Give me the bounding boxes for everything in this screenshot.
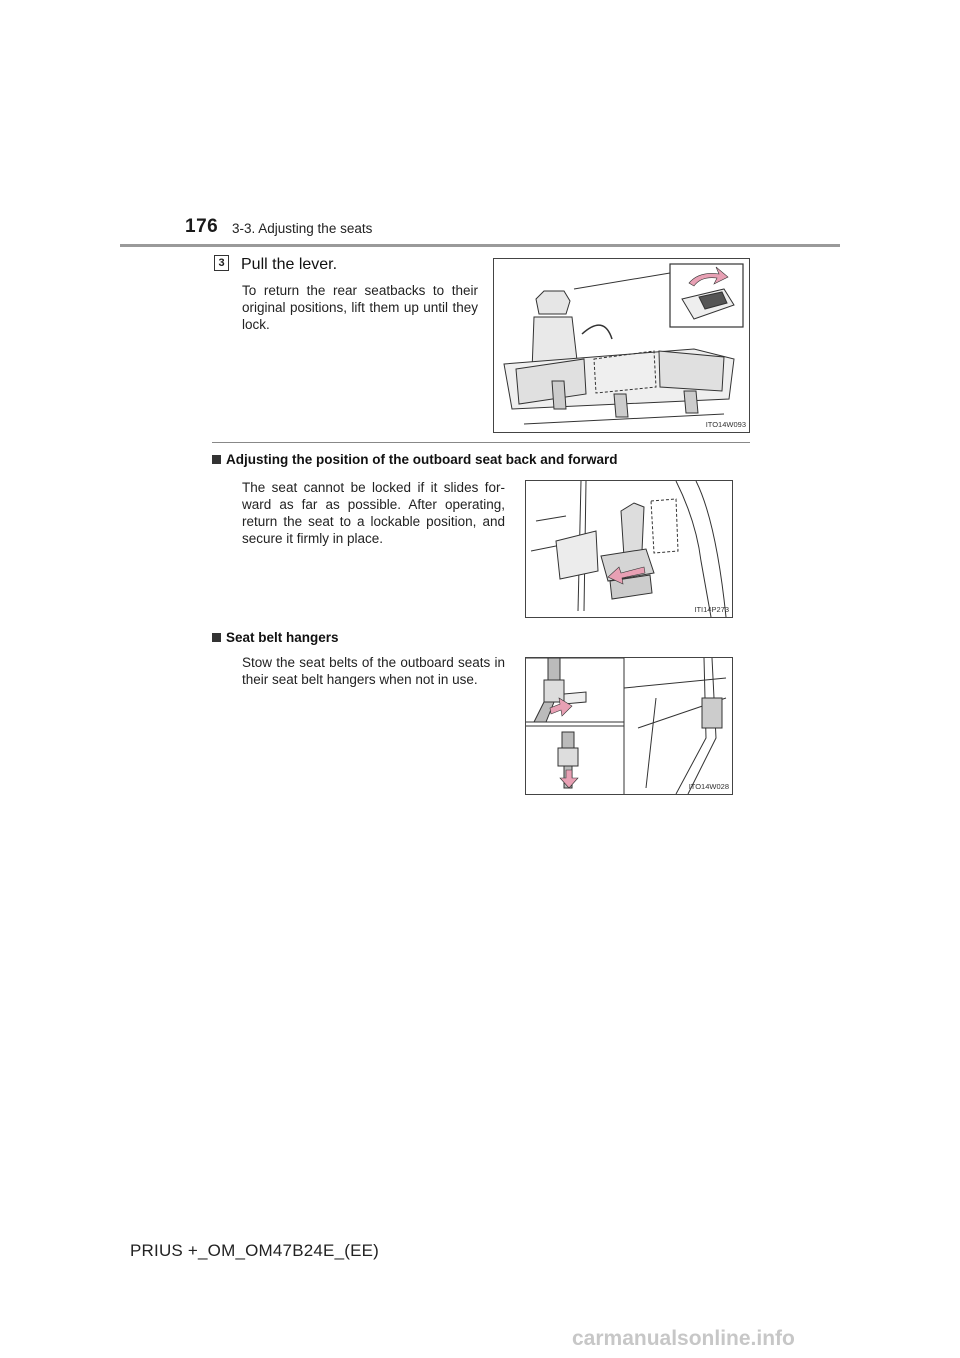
watermark-text: carmanualsonline.info — [572, 1327, 795, 1350]
seat-belt-hangers-text: Stow the seat belts of the outboard seats in their seat belt hangers when not in use. — [242, 655, 505, 687]
rear-seat-fold-illustration — [493, 258, 750, 433]
square-bullet-icon — [212, 633, 221, 642]
seat-belt-hanger-drawing — [526, 658, 732, 794]
step-number-badge: 3 — [214, 255, 229, 271]
hangers-heading-text: Seat belt hangers — [226, 630, 339, 645]
figure-code: ITI14P273 — [694, 605, 729, 614]
outboard-seat-text: The seat cannot be locked if it slides for-ward as far as possible. After operating, return the seat to a lockable position, and secure it firmly in place. — [242, 480, 505, 546]
section-title: 3-3. Adjusting the seats — [232, 221, 373, 236]
outboard-heading-text: Adjusting the position of the outboard seat back and forward — [226, 452, 618, 467]
page-number: 176 — [185, 216, 219, 237]
outboard-seat-heading — [212, 452, 618, 467]
header-divider — [120, 244, 840, 247]
seat-belt-hangers-heading — [212, 630, 339, 645]
figure-code: ITO14W093 — [705, 420, 746, 429]
seat-belt-hanger-illustration — [525, 657, 733, 795]
rear-seat-drawing — [494, 259, 749, 432]
outboard-seat-illustration — [525, 480, 733, 618]
outboard-seat-drawing — [526, 481, 732, 617]
step-body-text: To return the rear seatbacks to their original positions, lift them up until they lock. — [242, 283, 478, 332]
section-divider — [212, 442, 750, 443]
figure-code: ITO14W028 — [688, 782, 729, 791]
square-bullet-icon — [212, 455, 221, 464]
step-title: Pull the lever. — [241, 256, 338, 273]
document-code: PRIUS +_OM_OM47B24E_(EE) — [130, 1241, 380, 1260]
